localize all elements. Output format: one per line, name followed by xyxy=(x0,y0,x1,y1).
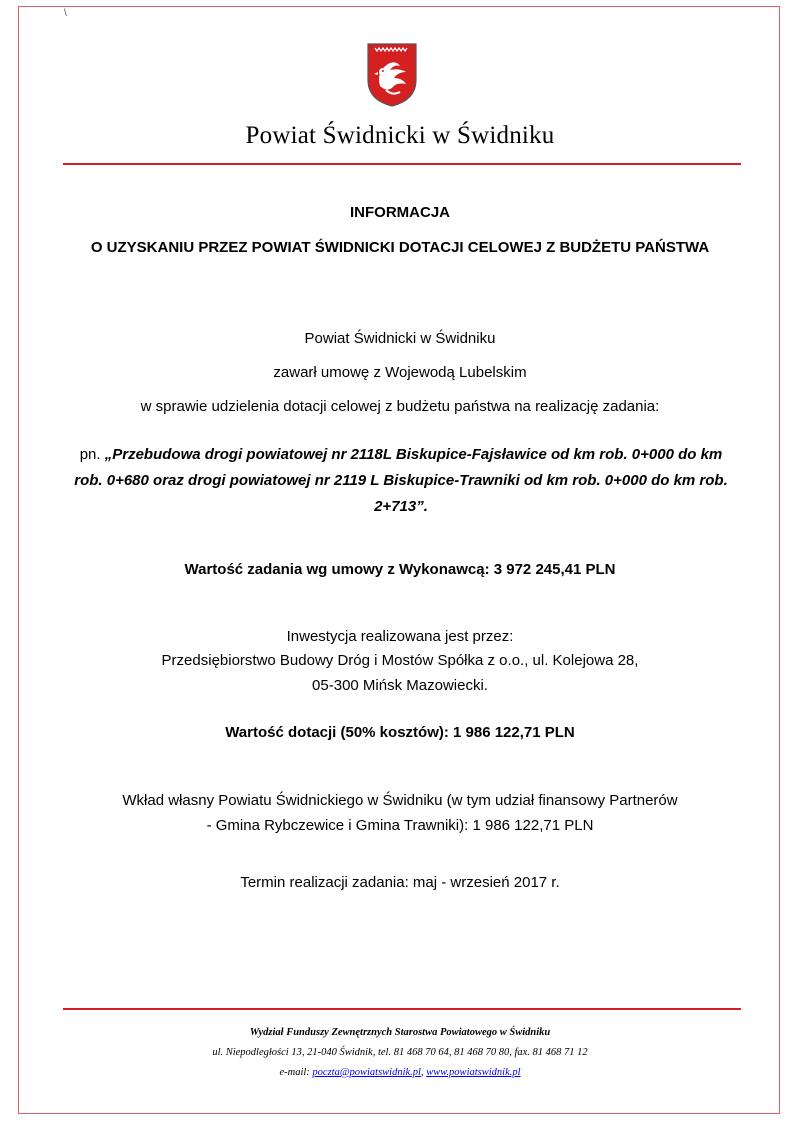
header-divider xyxy=(63,163,741,165)
contact-separator: , xyxy=(420,1067,427,1078)
page-border xyxy=(18,6,780,1114)
footer-contact xyxy=(0,1067,800,1078)
coat-of-arms-icon xyxy=(366,42,418,108)
email-link[interactable]: poczta@powiatswidnik.pl xyxy=(312,1067,421,1078)
email-label: e-mail: xyxy=(279,1067,313,1078)
contractor-intro: Inwestycja realizowana jest przez: xyxy=(286,628,514,645)
document-heading: INFORMACJA xyxy=(350,204,450,221)
task-description xyxy=(68,442,734,520)
page-title: Powiat Świdnicki w Świdniku xyxy=(245,122,555,149)
task-prefix: pn. xyxy=(79,446,105,463)
contractor-name: Przedsiębiorstwo Budowy Dróg i Mostów Spółka z o.o., ul. Kolejowa 28, xyxy=(161,652,639,669)
footer-department: Wydział Funduszy Zewnętrznych Starostwa Powiatowego w Świdniku xyxy=(249,1027,551,1038)
footer-address: ul. Niepodległości 13, 21-040 Świdnik, tel. 81 468 70 64, 81 468 70 80, fax. 81 468 71 12 xyxy=(212,1047,588,1058)
party-line: Powiat Świdnicki w Świdniku xyxy=(304,330,496,347)
footer-divider xyxy=(63,1008,741,1010)
agreement-line: zawarł umowę z Wojewodą Lubelskim xyxy=(273,364,527,381)
contractor-city: 05-300 Mińsk Mazowiecki. xyxy=(312,677,488,694)
purpose-line: w sprawie udzielenia dotacji celowej z budżetu państwa na realizację zadania: xyxy=(140,398,660,415)
own-contribution-line1: Wkład własny Powiatu Świdnickiego w Świdniku (w tym udział finansowy Partnerów xyxy=(122,792,678,809)
stray-mark: \ xyxy=(64,8,67,19)
grant-value: Wartość dotacji (50% kosztów): 1 986 122,71 PLN xyxy=(225,724,575,741)
website-link[interactable]: www.powiatswidnik.pl xyxy=(426,1067,521,1078)
document-subheading: O UZYSKANIU PRZEZ POWIAT ŚWIDNICKI DOTACJI CELOWEJ Z BUDŻETU PAŃSTWA xyxy=(90,239,710,256)
own-contribution-line2: - Gmina Rybczewice i Gmina Trawniki): 1 986 122,71 PLN xyxy=(206,817,594,834)
contract-value: Wartość zadania wg umowy z Wykonawcą: 3 972 245,41 PLN xyxy=(184,561,616,578)
task-name: „Przebudowa drogi powiatowej nr 2118L Biskupice-Fajsławice od km rob. 0+000 do km rob. 0+680 oraz drogi powiatowej nr 2119 L Biskupice-Trawniki od km rob. 0+000 do km rob. 2+713”. xyxy=(74,446,728,515)
deadline-line: Termin realizacji zadania: maj - wrzesień 2017 r. xyxy=(240,874,560,891)
